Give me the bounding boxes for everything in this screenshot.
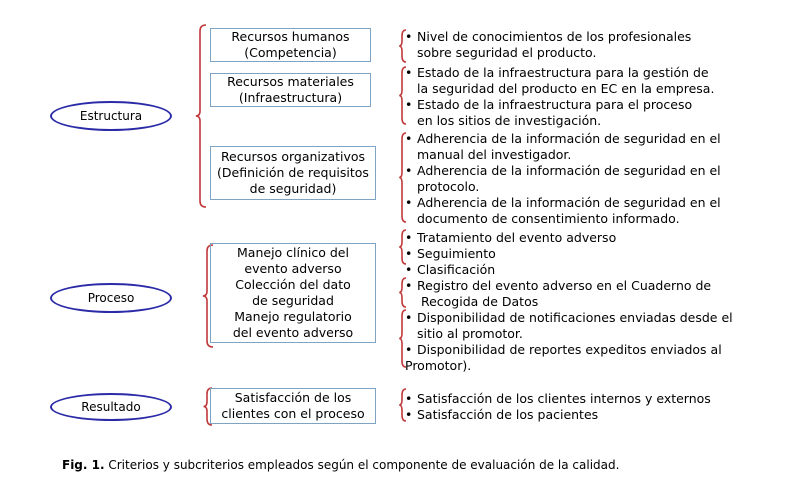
criteria-list-resultado <box>405 391 711 423</box>
component-ellipse-proceso <box>50 283 172 313</box>
component-label-resultado: Resultado <box>81 400 141 414</box>
criterion-line: Nivel de conocimientos de los profesionales <box>417 29 692 44</box>
list-item <box>405 391 711 407</box>
box-line: Manejo clínico del <box>237 245 349 260</box>
list-item <box>405 195 721 227</box>
list-item <box>405 65 714 97</box>
criterion-line: Seguimiento <box>417 246 496 261</box>
criterion-line: Estado de la infraestructura para el proceso <box>417 97 693 112</box>
criterion-line: Promotor). <box>405 358 472 373</box>
list-item <box>405 230 733 246</box>
caption-text: Criterios y subcriterios empleados según el componente de evaluación de la calidad. <box>104 458 620 472</box>
box-line: de seguridad) <box>249 181 337 196</box>
list-item <box>405 407 711 423</box>
box-line: (Competencia) <box>244 45 337 60</box>
criterion-line: Tratamiento del evento adverso <box>417 230 617 245</box>
box-line: del evento adverso <box>232 325 354 340</box>
box-line: Colección del dato <box>235 277 351 292</box>
criterion-line: documento de consentimiento informado. <box>417 211 680 226</box>
box-line: de seguridad <box>252 293 334 308</box>
component-label-proceso: Proceso <box>87 291 135 305</box>
list-item <box>405 342 733 374</box>
box-line: (Infraestructura) <box>238 90 343 105</box>
criteria-list-proceso <box>405 230 733 374</box>
criterion-line: Adherencia de la información de seguridad en el <box>417 195 721 210</box>
figure-caption <box>62 458 619 472</box>
box-line: Recursos humanos <box>231 29 350 44</box>
list-item <box>405 262 733 278</box>
criterion-line: protocolo. <box>417 179 480 194</box>
criterion-line: Estado de la infraestructura para la gestión de <box>417 65 709 80</box>
bullet-icon: • <box>405 262 413 277</box>
list-item <box>405 29 691 61</box>
criteria-list-recursos-materiales <box>405 65 714 129</box>
bullet-icon: • <box>405 230 413 245</box>
list-item <box>405 131 721 163</box>
subcriterion-box-recursos-organizativos <box>210 146 376 200</box>
list-item <box>405 246 733 262</box>
subcriterion-box-manejo <box>210 243 376 343</box>
bullet-icon: • <box>405 391 413 406</box>
subcriterion-box-recursos-humanos <box>210 28 371 62</box>
criterion-line: Disponibilidad de reportes expeditos enviados al <box>417 342 722 357</box>
bullet-icon: • <box>405 195 413 210</box>
caption-label: Fig. 1. <box>62 458 105 472</box>
box-line: Satisfacción de los <box>234 390 352 405</box>
criterion-line: manual del investigador. <box>417 147 572 162</box>
criterion-line: Registro del evento adverso en el Cuaderno de <box>417 278 712 293</box>
list-item <box>405 278 733 310</box>
criterion-line: sitio al promotor. <box>417 326 523 341</box>
subcriterion-box-recursos-materiales <box>210 73 371 107</box>
criterion-line: Satisfacción de los pacientes <box>417 407 599 422</box>
bullet-icon: • <box>405 407 413 422</box>
criterion-line: Satisfacción de los clientes internos y externos <box>417 391 711 406</box>
list-item <box>405 97 714 129</box>
box-line: Recursos materiales <box>227 74 354 89</box>
criterion-line: Clasificación <box>417 262 496 277</box>
criterion-line: Adherencia de la información de seguridad en el <box>417 131 721 146</box>
bullet-icon: • <box>405 246 413 261</box>
criterion-line: sobre seguridad el producto. <box>417 45 597 60</box>
criterion-line: Disponibilidad de notificaciones enviadas desde el <box>417 310 733 325</box>
criteria-list-recursos-humanos <box>405 29 691 61</box>
bullet-icon: • <box>405 97 413 112</box>
bullet-icon: • <box>405 163 413 178</box>
bullet-icon: • <box>405 310 413 325</box>
bullet-icon: • <box>405 278 413 293</box>
criterion-line: en los sitios de investigación. <box>417 113 602 128</box>
bullet-icon: • <box>405 131 413 146</box>
criterion-line: Recogida de Datos <box>417 294 539 309</box>
box-line: (Definición de requisitos <box>217 165 369 180</box>
bullet-icon: • <box>405 65 413 80</box>
component-ellipse-resultado <box>50 393 172 421</box>
list-item <box>405 163 721 195</box>
brace-estructura <box>196 25 206 207</box>
box-line: Manejo regulatorio <box>234 309 352 324</box>
bullet-icon: • <box>405 29 413 44</box>
subcriterion-box-satisfaccion <box>210 388 376 424</box>
criteria-list-recursos-organizativos <box>405 131 721 227</box>
component-ellipse-estructura <box>50 101 172 131</box>
box-line: Recursos organizativos <box>220 149 366 164</box>
list-item <box>405 310 733 342</box>
criterion-line: Adherencia de la información de seguridad en el <box>417 163 721 178</box>
box-line: clientes con el proceso <box>221 406 365 421</box>
component-label-estructura: Estructura <box>79 109 143 123</box>
box-line: evento adverso <box>244 261 342 276</box>
criterion-line: la seguridad del producto en EC en la empresa. <box>417 81 715 96</box>
bullet-icon: • <box>405 342 413 357</box>
